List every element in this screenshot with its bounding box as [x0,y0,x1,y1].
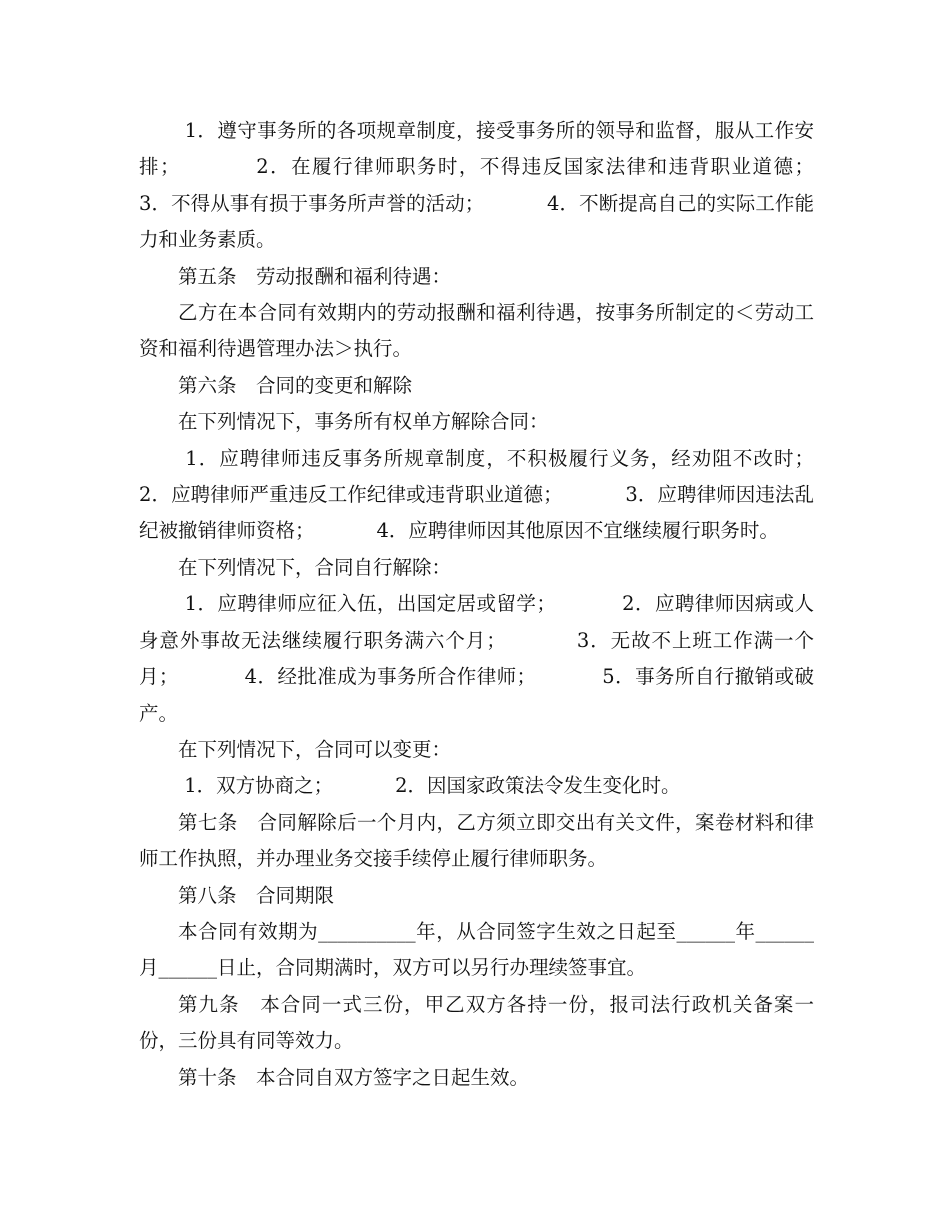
paragraph-article-9: 第九条 本合同一式三份，甲乙双方各持一份，报司法行政机关备案一份，三份具有同等效力。 [139,992,814,1053]
paragraph-contract-term: 本合同有效期为__________年，从合同签字生效之日起至______年______月______日止，合同期满时，双方可以另行办理续签事宜。 [139,919,814,980]
document-body [139,113,876,1096]
paragraph-automatic-termination-list: 1．应聘律师应征入伍，出国定居或留学； 2．应聘律师因病或人身意外事故无法继续履行职务满六个月； 3．无故不上班工作满一个月； 4．经批准成为事务所合作律师； 5．事务所自行撤销或破产。 [139,592,814,725]
paragraph-unilateral-termination-list: 1．应聘律师违反事务所规章制度，不积极履行义务，经劝阻不改时； 2．应聘律师严重违反工作纪律或违背职业道德； 3．应聘律师因违法乱纪被撤销律师资格； 4．应聘律师因其他原因不宜继续履行职务时。 [139,446,876,543]
paragraph-lawyer-duties: 1．遵守事务所的各项规章制度，接受事务所的领导和监督，服从工作安排； 2．在履行律师职务时，不得违反国家法律和违背职业道德； 3．不得从事有损于事务所声誉的活动； 4．不断提高自己的实际工作能力和业务素质。 [139,119,876,252]
heading-article-8: 第八条 合同期限 [178,883,335,907]
paragraph-automatic-termination-intro: 在下列情况下，合同自行解除： [178,555,452,579]
heading-article-5: 第五条 劳动报酬和福利待遇： [178,264,452,288]
paragraph-modification-intro: 在下列情况下，合同可以变更： [178,737,452,761]
paragraph-unilateral-termination-intro: 在下列情况下，事务所有权单方解除合同： [178,410,549,434]
paragraph-modification-list: 1．双方协商之； 2．因国家政策法令发生变化时。 [178,774,681,798]
paragraph-article-10: 第十条 本合同自双方签字之日起生效。 [178,1065,530,1089]
heading-article-6: 第六条 合同的变更和解除 [178,373,413,397]
paragraph-compensation: 乙方在本合同有效期内的劳动报酬和福利待遇，按事务所制定的＜劳动工资和福利待遇管理办法＞执行。 [139,301,814,361]
paragraph-article-7: 第七条 合同解除后一个月内，乙方须立即交出有关文件，案卷材料和律师工作执照，并办理业务交接手续停止履行律师职务。 [139,810,814,871]
